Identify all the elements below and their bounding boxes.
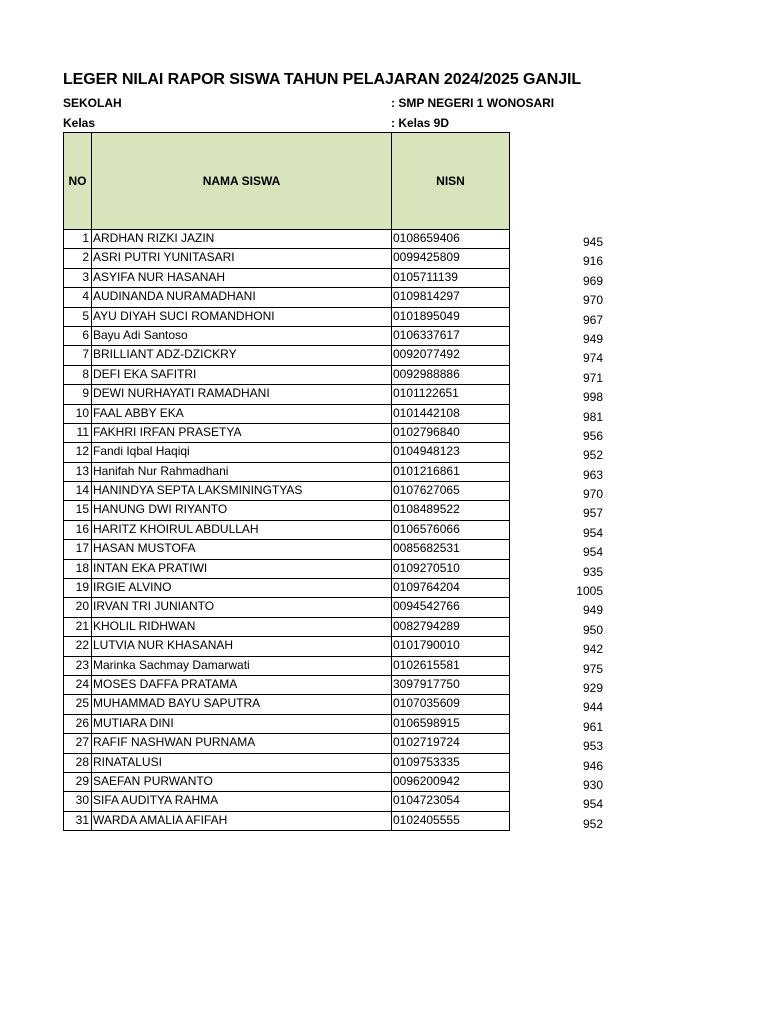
student-nisn: 0109764204 xyxy=(392,579,510,598)
student-nisn: 0092988886 xyxy=(392,365,510,384)
row-number: 2 xyxy=(64,249,92,268)
table-row xyxy=(64,811,510,830)
row-number: 5 xyxy=(64,307,92,326)
table-row xyxy=(64,288,510,307)
row-number: 25 xyxy=(64,695,92,714)
row-number: 22 xyxy=(64,637,92,656)
table-body xyxy=(64,230,510,831)
row-number: 19 xyxy=(64,579,92,598)
row-number: 12 xyxy=(64,443,92,462)
student-nisn: 0085682531 xyxy=(392,540,510,559)
row-number: 27 xyxy=(64,734,92,753)
student-score: 970 xyxy=(582,293,603,308)
student-nisn: 0101442108 xyxy=(392,404,510,423)
table-row xyxy=(64,520,510,539)
header-student-name: NAMA SISWA xyxy=(92,133,392,230)
row-number: 26 xyxy=(64,714,92,733)
student-score: 974 xyxy=(582,351,603,366)
student-nisn: 0105711139 xyxy=(392,268,510,287)
student-name: Hanifah Nur Rahmadhani xyxy=(92,462,392,481)
student-score: 969 xyxy=(582,273,603,288)
student-score: 957 xyxy=(582,506,603,521)
row-number: 31 xyxy=(64,811,92,830)
student-name: SAEFAN PURWANTO xyxy=(92,772,392,791)
header-no: NO xyxy=(64,133,92,230)
student-name: HANUNG DWI RIYANTO xyxy=(92,501,392,520)
student-nisn: 0082794289 xyxy=(392,617,510,636)
student-score: 970 xyxy=(582,487,603,502)
student-score: 929 xyxy=(582,680,603,695)
row-number: 16 xyxy=(64,520,92,539)
student-name: ASRI PUTRI YUNITASARI xyxy=(92,249,392,268)
table-row xyxy=(64,695,510,714)
table-row xyxy=(64,423,510,442)
table-row xyxy=(64,540,510,559)
student-nisn: 0107035609 xyxy=(392,695,510,714)
class-value: : Kelas 9D xyxy=(391,116,450,130)
table-row xyxy=(64,579,510,598)
row-number: 15 xyxy=(64,501,92,520)
student-nisn: 3097917750 xyxy=(392,675,510,694)
student-score: 952 xyxy=(582,816,603,831)
student-score: 954 xyxy=(582,797,603,812)
student-name: RAFIF NASHWAN PURNAMA xyxy=(92,734,392,753)
student-name: MUTIARA DINI xyxy=(92,714,392,733)
student-name: ARDHAN RIZKI JAZIN xyxy=(92,230,392,249)
student-nisn: 0109753335 xyxy=(392,753,510,772)
student-name: MUHAMMAD BAYU SAPUTRA xyxy=(92,695,392,714)
table-row xyxy=(64,772,510,791)
student-name: DEFI EKA SAFITRI xyxy=(92,365,392,384)
student-score: 967 xyxy=(582,312,603,327)
student-nisn: 0102719724 xyxy=(392,734,510,753)
student-score: 916 xyxy=(582,254,603,269)
school-label: SEKOLAH xyxy=(63,96,122,110)
table-row xyxy=(64,385,510,404)
row-number: 8 xyxy=(64,365,92,384)
student-score: 998 xyxy=(582,390,603,405)
table-row xyxy=(64,404,510,423)
row-number: 17 xyxy=(64,540,92,559)
student-score: 942 xyxy=(582,642,603,657)
student-name: AYU DIYAH SUCI ROMANDHONI xyxy=(92,307,392,326)
student-name: ASYIFA NUR HASANAH xyxy=(92,268,392,287)
table-row xyxy=(64,637,510,656)
table-row xyxy=(64,482,510,501)
student-nisn: 0096200942 xyxy=(392,772,510,791)
row-number: 18 xyxy=(64,559,92,578)
student-nisn: 0101790010 xyxy=(392,637,510,656)
row-number: 28 xyxy=(64,753,92,772)
row-number: 11 xyxy=(64,423,92,442)
student-name: AUDINANDA NURAMADHANI xyxy=(92,288,392,307)
table-row xyxy=(64,734,510,753)
student-score: 952 xyxy=(582,448,603,463)
table-row xyxy=(64,714,510,733)
student-name: Bayu Adi Santoso xyxy=(92,326,392,345)
table-row xyxy=(64,443,510,462)
row-number: 24 xyxy=(64,675,92,694)
student-name: BRILLIANT ADZ-DZICKRY xyxy=(92,346,392,365)
student-name: IRGIE ALVINO xyxy=(92,579,392,598)
student-nisn: 0104948123 xyxy=(392,443,510,462)
student-name: FAAL ABBY EKA xyxy=(92,404,392,423)
document-title: LEGER NILAI RAPOR SISWA TAHUN PELAJARAN 2024/2025 GANJIL xyxy=(63,71,582,88)
table-row xyxy=(64,268,510,287)
student-score: 950 xyxy=(582,622,603,637)
student-nisn: 0107627065 xyxy=(392,482,510,501)
table-row xyxy=(64,501,510,520)
student-score: 954 xyxy=(582,545,603,560)
table-row xyxy=(64,307,510,326)
student-name: Marinka Sachmay Damarwati xyxy=(92,656,392,675)
student-name: RINATALUSI xyxy=(92,753,392,772)
student-score: 949 xyxy=(582,603,603,618)
student-nisn: 0101122651 xyxy=(392,385,510,404)
row-number: 13 xyxy=(64,462,92,481)
table-row xyxy=(64,675,510,694)
student-name: WARDA AMALIA AFIFAH xyxy=(92,811,392,830)
header-nisn: NISN xyxy=(392,133,510,230)
row-number: 23 xyxy=(64,656,92,675)
student-name: HARITZ KHOIRUL ABDULLAH xyxy=(92,520,392,539)
student-score: 1005 xyxy=(576,584,603,599)
student-name: HANINDYA SEPTA LAKSMININGTYAS xyxy=(92,482,392,501)
student-nisn: 0109270510 xyxy=(392,559,510,578)
student-nisn: 0102405555 xyxy=(392,811,510,830)
student-nisn: 0101216861 xyxy=(392,462,510,481)
student-name: KHOLIL RIDHWAN xyxy=(92,617,392,636)
student-nisn: 0099425809 xyxy=(392,249,510,268)
student-score: 945 xyxy=(582,235,603,249)
student-name: Fandi Iqbal Haqiqi xyxy=(92,443,392,462)
table-row xyxy=(64,462,510,481)
student-nisn: 0102796840 xyxy=(392,423,510,442)
student-nisn: 0092077492 xyxy=(392,346,510,365)
student-nisn: 0094542766 xyxy=(392,598,510,617)
student-nisn: 0102615581 xyxy=(392,656,510,675)
student-score: 971 xyxy=(582,370,603,385)
student-nisn: 0106337617 xyxy=(392,326,510,345)
student-nisn: 0106598915 xyxy=(392,714,510,733)
student-score: 946 xyxy=(582,758,603,773)
row-number: 21 xyxy=(64,617,92,636)
student-nisn: 0109814297 xyxy=(392,288,510,307)
student-name: FAKHRI IRFAN PRASETYA xyxy=(92,423,392,442)
row-number: 7 xyxy=(64,346,92,365)
class-label: Kelas xyxy=(63,116,96,130)
table-row xyxy=(64,753,510,772)
row-number: 10 xyxy=(64,404,92,423)
student-nisn: 0101895049 xyxy=(392,307,510,326)
row-number: 9 xyxy=(64,385,92,404)
table-row xyxy=(64,559,510,578)
student-nisn: 0108659406 xyxy=(392,230,510,249)
student-score: 981 xyxy=(582,409,603,424)
table-row xyxy=(64,617,510,636)
row-number: 3 xyxy=(64,268,92,287)
student-name: INTAN EKA PRATIWI xyxy=(92,559,392,578)
student-score: 930 xyxy=(582,777,603,792)
row-number: 4 xyxy=(64,288,92,307)
row-number: 20 xyxy=(64,598,92,617)
student-name: SIFA AUDITYA RAHMA xyxy=(92,792,392,811)
school-value: : SMP NEGERI 1 WONOSARI xyxy=(391,96,555,110)
table-row xyxy=(64,230,510,249)
row-number: 29 xyxy=(64,772,92,791)
row-number: 14 xyxy=(64,482,92,501)
row-number: 6 xyxy=(64,326,92,345)
student-score: 963 xyxy=(582,467,603,482)
table-row xyxy=(64,326,510,345)
student-name: MOSES DAFFA PRATAMA xyxy=(92,675,392,694)
row-number: 1 xyxy=(64,230,92,249)
student-score: 949 xyxy=(582,331,603,346)
student-name: DEWI NURHAYATI RAMADHANI xyxy=(92,385,392,404)
student-name: IRVAN TRI JUNIANTO xyxy=(92,598,392,617)
student-score: 961 xyxy=(582,719,603,734)
table-row xyxy=(64,365,510,384)
table-header-row xyxy=(64,133,510,230)
table-row xyxy=(64,346,510,365)
table-row xyxy=(64,792,510,811)
score-column xyxy=(520,231,603,832)
student-score: 956 xyxy=(582,428,603,443)
student-score: 935 xyxy=(582,564,603,579)
student-name: HASAN MUSTOFA xyxy=(92,540,392,559)
student-grade-table xyxy=(63,132,510,831)
student-name: LUTVIA NUR KHASANAH xyxy=(92,637,392,656)
student-score: 954 xyxy=(582,525,603,540)
student-nisn: 0108489522 xyxy=(392,501,510,520)
student-score: 953 xyxy=(582,739,603,754)
table-row xyxy=(64,598,510,617)
table-row xyxy=(64,249,510,268)
row-number: 30 xyxy=(64,792,92,811)
student-score: 944 xyxy=(582,700,603,715)
student-nisn: 0106576066 xyxy=(392,520,510,539)
student-score: 975 xyxy=(582,661,603,676)
student-nisn: 0104723054 xyxy=(392,792,510,811)
table-row xyxy=(64,656,510,675)
